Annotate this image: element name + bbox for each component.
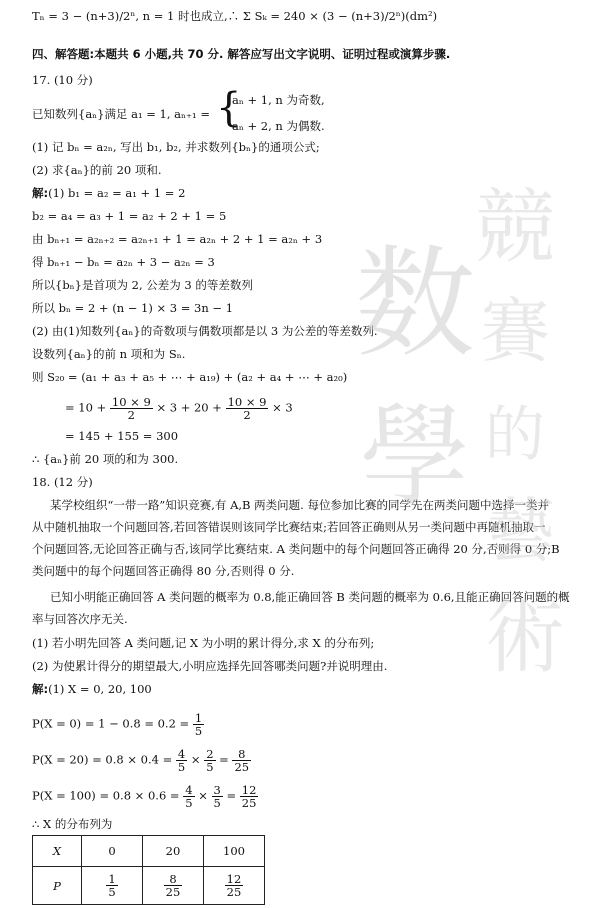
table-cell: $\frac{8}{25}$ xyxy=(143,867,204,905)
table-cell: 20 xyxy=(143,836,204,867)
solution-conclusion: ∴ {aₙ}前 20 项的和为 300. xyxy=(32,452,179,466)
table-row xyxy=(33,836,265,867)
fraction: $\frac{2}{5}$ xyxy=(206,747,214,774)
distribution-table xyxy=(32,835,265,905)
problem-18-text: 率与回答次序无关. xyxy=(32,612,128,626)
formula-line-tn-sum: Tₙ = 3 − (n+3)/2ⁿ, n = 1 时也成立,∴ Σ Sₖ = 240 × (3 − (n+3)/2ⁿ)(dm²) xyxy=(32,9,438,23)
solution-line-s20-result: = 145 + 155 = 300 xyxy=(65,429,179,443)
watermark-char: 数 xyxy=(355,235,475,374)
solution-x-values: (1) X = 0, 20, 100 xyxy=(48,682,152,696)
problem-18-part2: (2) 为使累计得分的期望最大,小明应选择先回答哪类问题?并说明理由. xyxy=(32,659,388,673)
table-cell: $\frac{1}{5}$ xyxy=(82,867,143,905)
piecewise-case-even: aₙ + 2, n 为偶数. xyxy=(232,119,325,133)
solution-label: 解: xyxy=(32,186,49,200)
solution-line-s20: 则 S₂₀ = (a₁ + a₃ + a₅ + ⋯ + a₁₉) + (a₂ + a₄ + ⋯ + a₂₀) xyxy=(32,370,348,384)
problem-17-part1: (1) 记 bₙ = a₂ₙ, 写出 b₁, b₂, 并求数列{bₙ}的通项公式; xyxy=(32,140,320,154)
problem-18-part1: (1) 若小明先回答 A 类问题,记 X 为小明的累计得分,求 X 的分布列; xyxy=(32,636,375,650)
fraction: $\frac{4}{5}$ xyxy=(185,783,193,810)
solution-line-part2: (2) 由(1)知数列{aₙ}的奇数项与偶数项都是以 3 为公差的等差数列. xyxy=(32,324,378,338)
problem-18-text: 某学校组织“一带一路”知识竞赛,有 A,B 两类问题. 每位参加比赛的同学先在两类问题中选择一类并 xyxy=(50,498,549,512)
watermark-char: 術 xyxy=(485,591,565,684)
piecewise-brace: { xyxy=(216,85,242,131)
fraction: $\frac{10 \times 9}{2}$ xyxy=(111,395,151,422)
prob-x-20: P(X = 20) = 0.8 × 0.4 = $\frac{4}{5}$ × $\frac{2}{5}$ = $\frac{8}{25}$ xyxy=(32,747,250,774)
section-heading: 四、解答题:本题共 6 小题,共 70 分. 解答应写出文字说明、证明过程或演算步骤. xyxy=(32,47,451,61)
solution-line-bn-formula: 所以 bₙ = 2 + (n − 1) × 3 = 3n − 1 xyxy=(32,301,234,315)
fraction: $\frac{1}{5}$ xyxy=(194,711,203,738)
solution-label: 解: xyxy=(32,682,49,696)
problem-18-text: 个问题回答,无论回答正确与否,该同学比赛结束. A 类问题中的每个问题回答正确得 20 分,否则得 0 分;B xyxy=(32,542,560,556)
calligraphy-watermark xyxy=(335,175,570,695)
problem-17-part2: (2) 求{aₙ}的前 20 项和. xyxy=(32,163,162,177)
table-cell: 0 xyxy=(82,836,143,867)
solution-line-recurrence: 由 bₙ₊₁ = a₂ₙ₊₂ = a₂ₙ₊₁ + 1 = a₂ₙ + 2 + 1 = a₂ₙ + 3 xyxy=(32,232,323,246)
watermark-char: 競 xyxy=(475,181,555,274)
table-row xyxy=(33,867,265,905)
watermark-char: 的 xyxy=(485,400,545,470)
table-cell: X xyxy=(33,836,82,867)
problem-18-text: 从中随机抽取一个问题回答,若回答错误则该同学比赛结束;若回答正确则从另一类问题中再随机抽取一 xyxy=(32,520,546,534)
prob-x-0: P(X = 0) = 1 − 0.8 = 0.2 = $\frac{1}{5}$ xyxy=(32,711,203,738)
fraction: $\frac{10 \times 9}{2}$ xyxy=(227,395,267,422)
fraction: $\frac{4}{5}$ xyxy=(177,747,186,774)
prob-x-100: P(X = 100) = 0.8 × 0.6 = $\frac{4}{5}$ × $\frac{3}{5}$ = $\frac{12}{25}$ xyxy=(32,783,257,810)
problem-18-number: 18. (12 分) xyxy=(32,475,93,489)
fraction: $\frac{3}{5}$ xyxy=(213,783,221,810)
table-cell: 100 xyxy=(204,836,265,867)
fraction: $\frac{8}{25}$ xyxy=(234,747,250,774)
solution-line-arithmetic: 所以{bₙ}是首项为 2, 公差为 3 的等差数列 xyxy=(32,278,253,292)
problem-17-statement: 已知数列{aₙ}满足 a₁ = 1, aₙ₊₁ = xyxy=(32,107,210,121)
table-cell: $\frac{12}{25}$ xyxy=(204,867,265,905)
watermark-char: 藝 xyxy=(485,490,555,572)
solution-line-sn-def: 设数列{aₙ}的前 n 项和为 Sₙ. xyxy=(32,347,186,361)
solution-line-difference: 得 bₙ₊₁ − bₙ = a₂ₙ + 3 − a₂ₙ = 3 xyxy=(32,255,215,269)
distribution-intro: ∴ X 的分布列为 xyxy=(32,817,113,831)
table-cell: P xyxy=(33,867,82,905)
problem-18-text: 已知小明能正确回答 A 类问题的概率为 0.8,能正确回答 B 类问题的概率为 0.6,且能正确回答问题的概 xyxy=(50,590,570,604)
watermark-char: 賽 xyxy=(480,290,550,372)
solution-line-s20-calc: = 10 + $\frac{10 \times 9}{2}$ × 3 + 20 + $\frac{10 \times 9}{2}$ × 3 xyxy=(65,395,293,422)
fraction: $\frac{12}{25}$ xyxy=(241,783,257,810)
watermark-char: 學 xyxy=(360,393,470,521)
problem-18-text: 类问题中的每个问题回答正确得 80 分,否则得 0 分. xyxy=(32,564,295,578)
solution-line-b2: b₂ = a₄ = a₃ + 1 = a₂ + 2 + 1 = 5 xyxy=(32,209,227,223)
solution-line-b1: (1) b₁ = a₂ = a₁ + 1 = 2 xyxy=(48,186,186,200)
piecewise-case-odd: aₙ + 1, n 为奇数, xyxy=(232,93,325,107)
problem-17-number: 17. (10 分) xyxy=(32,73,93,87)
